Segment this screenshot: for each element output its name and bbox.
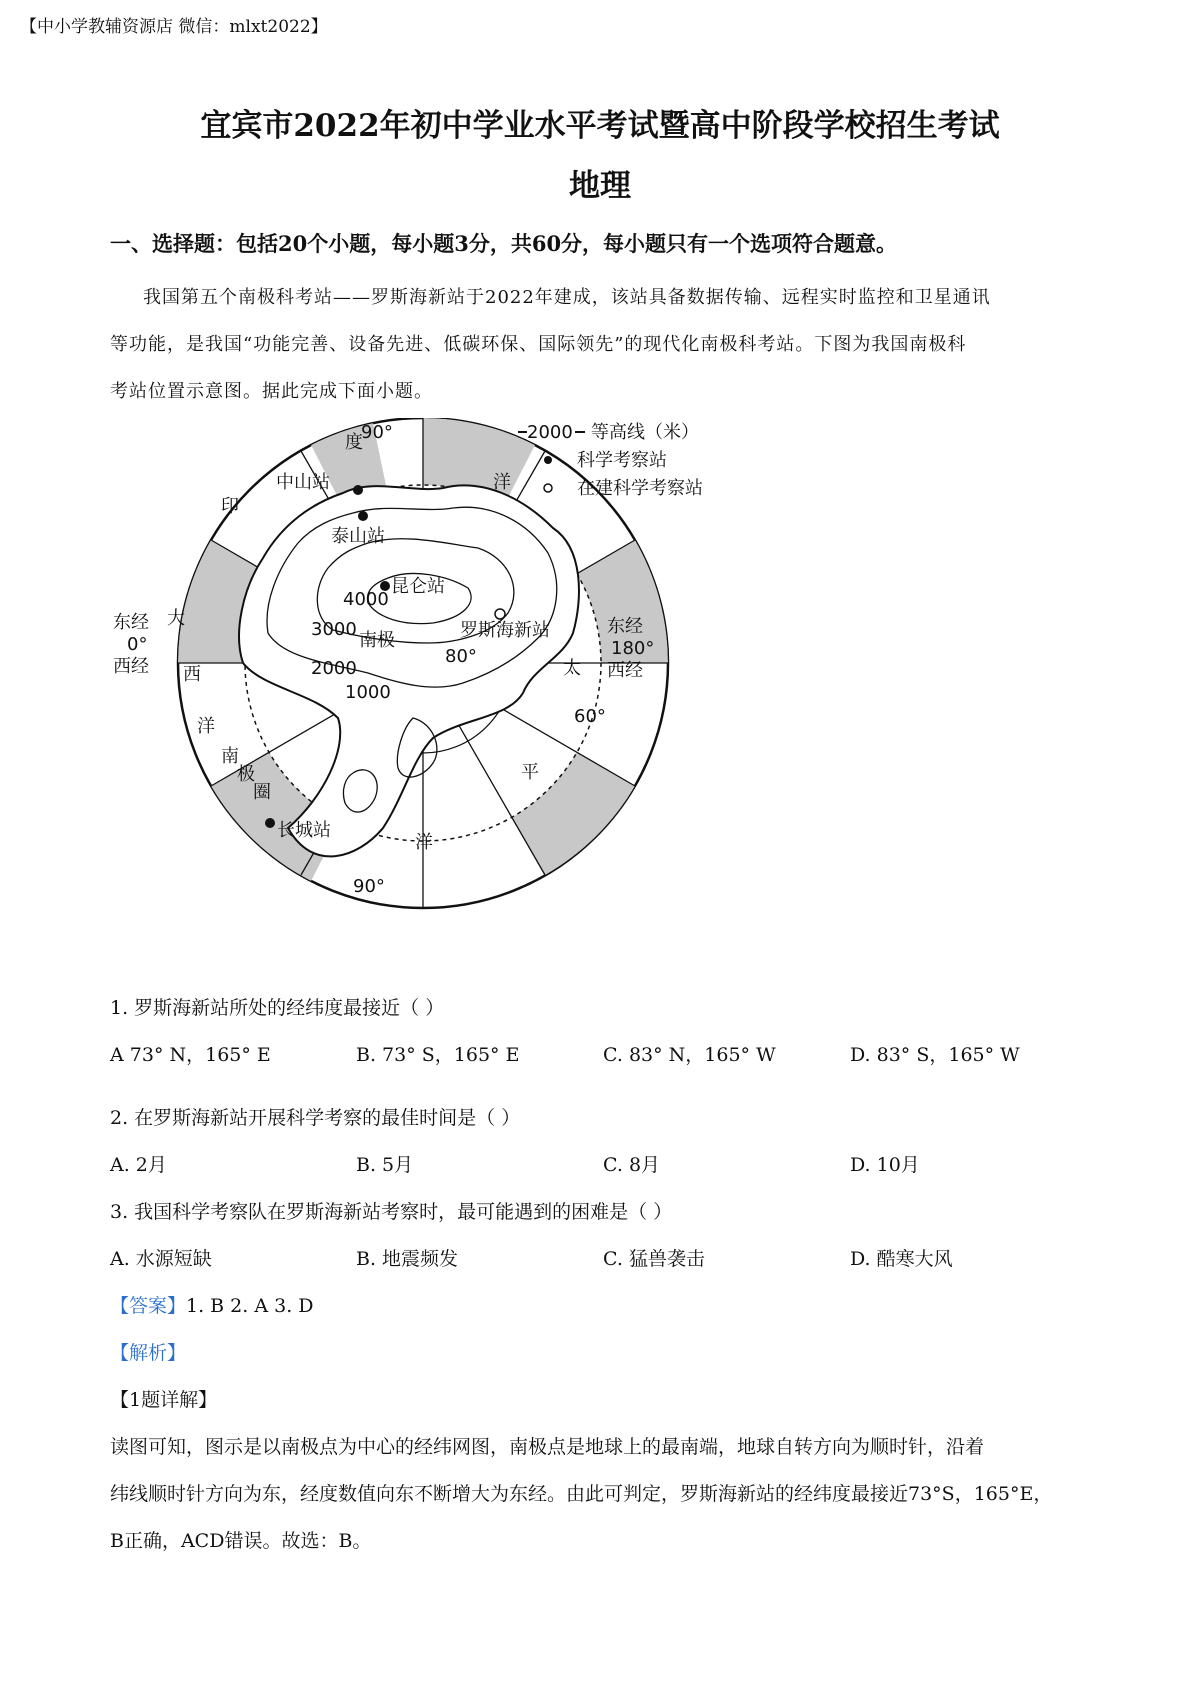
legend-station-text: 科学考察站	[577, 450, 667, 471]
intro-line-2: 等功能，是我国“功能完善、设备先进、低碳环保、国际领先”的现代化南极科考站。下图为我国南极科	[110, 334, 967, 355]
question-2-option-a: A. 2月	[110, 1154, 167, 1176]
zhongshan-station-label: 中山站	[276, 472, 330, 493]
question-1-option-b: B. 73° S，165° E	[356, 1044, 520, 1066]
detail-label: 【1题详解】	[110, 1389, 218, 1411]
antarctica-station-map	[113, 418, 793, 978]
question-2-option-b: B. 5月	[356, 1154, 414, 1176]
contour-label-1000: 1000	[345, 682, 391, 703]
detail-line-2: 纬线顺时针方向为东，经度数值向东不断增大为东经。由此可判定，罗斯海新站的经纬度最接近73°S，165°E，	[110, 1483, 1053, 1505]
antarctic-circle-label-2: 极	[237, 764, 255, 785]
atlantic-ocean-label-3: 洋	[197, 716, 215, 737]
indian-ocean-label-2: 洋	[493, 472, 511, 493]
indian-ocean-label-1: 度	[345, 432, 363, 453]
taishan-station-label: 泰山站	[331, 526, 385, 547]
legend-building-dot	[544, 484, 552, 492]
question-2-option-c: C. 8月	[603, 1154, 661, 1176]
detail-line-1: 读图可知，图示是以南极点为中心的经纬网图，南极点是地球上的最南端，地球自转方向为顺时针，沿着	[110, 1436, 985, 1458]
south-pole-label: 南极	[359, 630, 395, 651]
map-legend	[518, 422, 703, 499]
header-note: 【中小学教辅资源店 微信：mlxt2022】	[20, 17, 328, 37]
question-1-option-c: C. 83° N，165° W	[603, 1044, 776, 1066]
subject-title: 地理	[569, 168, 631, 204]
question-2-stem: 2. 在罗斯海新站开展科学考察的最佳时间是（ ）	[110, 1107, 521, 1129]
pacific-ocean-label-1: 太	[563, 658, 581, 679]
contour-label-3000: 3000	[311, 619, 357, 640]
legend-contour-text: 等高线（米）	[591, 422, 699, 443]
analysis-label: 【解析】	[110, 1342, 187, 1364]
kunlun-station-label: 昆仑站	[391, 576, 445, 597]
intro-line-1: 我国第五个南极科考站——罗斯海新站于2022年建成，该站具备数据传输、远程实时监控和卫星通讯	[143, 287, 991, 308]
atlantic-ocean-label-1: 大	[167, 608, 185, 629]
answer-text: 1. B 2. A 3. D	[186, 1295, 314, 1317]
question-2-option-d: D. 10月	[850, 1154, 920, 1176]
answer-label: 【答案】	[110, 1295, 187, 1317]
ross-sea-station-label: 罗斯海新站	[460, 620, 550, 641]
section-heading: 一、选择题：包括20个小题，每小题3分，共60分，每小题只有一个选项符合题意。	[110, 231, 898, 256]
pacific-ocean-label-3: 洋	[415, 832, 433, 853]
longitude-label-bottom: 90°	[353, 876, 385, 897]
longitude-label-right-1: 东经	[607, 616, 643, 637]
detail-line-3: B正确，ACD错误。故选：B。	[110, 1530, 372, 1552]
legend-station-dot	[544, 456, 552, 464]
question-3-option-b: B. 地震频发	[356, 1248, 459, 1270]
antarctic-circle-label-3: 圈	[253, 782, 271, 803]
longitude-label-right-2: 180°	[611, 638, 655, 659]
pacific-ocean-label-2: 平	[521, 762, 539, 783]
indian-ocean-label-3: 印	[221, 496, 239, 517]
antarctic-circle-label-1: 南	[221, 746, 239, 767]
legend-contour-sample: 2000	[527, 422, 573, 443]
exam-title: 宜宾市2022年初中学业水平考试暨高中阶段学校招生考试	[200, 108, 1000, 144]
longitude-label-left-3: 西经	[113, 656, 149, 677]
question-3-option-a: A. 水源短缺	[110, 1248, 212, 1270]
question-3-option-d: D. 酷寒大风	[850, 1248, 953, 1270]
question-1-option-d: D. 83° S，165° W	[850, 1044, 1020, 1066]
question-3-stem: 3. 我国科学考察队在罗斯海新站考察时，最可能遇到的困难是（ ）	[110, 1201, 673, 1223]
latitude-label-80: 80°	[445, 646, 477, 667]
contour-label-2000: 2000	[311, 658, 357, 679]
question-1-option-a: A 73° N，165° E	[110, 1044, 271, 1066]
latitude-label-60: 60°	[574, 706, 606, 727]
great-wall-station-label: 长城站	[277, 820, 331, 841]
contour-label-4000: 4000	[343, 589, 389, 610]
intro-line-3: 考站位置示意图。据此完成下面小题。	[110, 381, 433, 402]
longitude-label-left-2: 0°	[127, 634, 148, 655]
answer-line	[110, 1291, 314, 1318]
longitude-label-top: 90°	[361, 422, 393, 443]
atlantic-ocean-label-2: 西	[183, 664, 201, 685]
question-3-option-c: C. 猛兽袭击	[603, 1248, 705, 1270]
question-1-stem: 1. 罗斯海新站所处的经纬度最接近（ ）	[110, 997, 445, 1019]
longitude-label-left-1: 东经	[113, 612, 149, 633]
longitude-label-right-3: 西经	[607, 660, 643, 681]
legend-building-text: 在建科学考察站	[577, 478, 703, 499]
